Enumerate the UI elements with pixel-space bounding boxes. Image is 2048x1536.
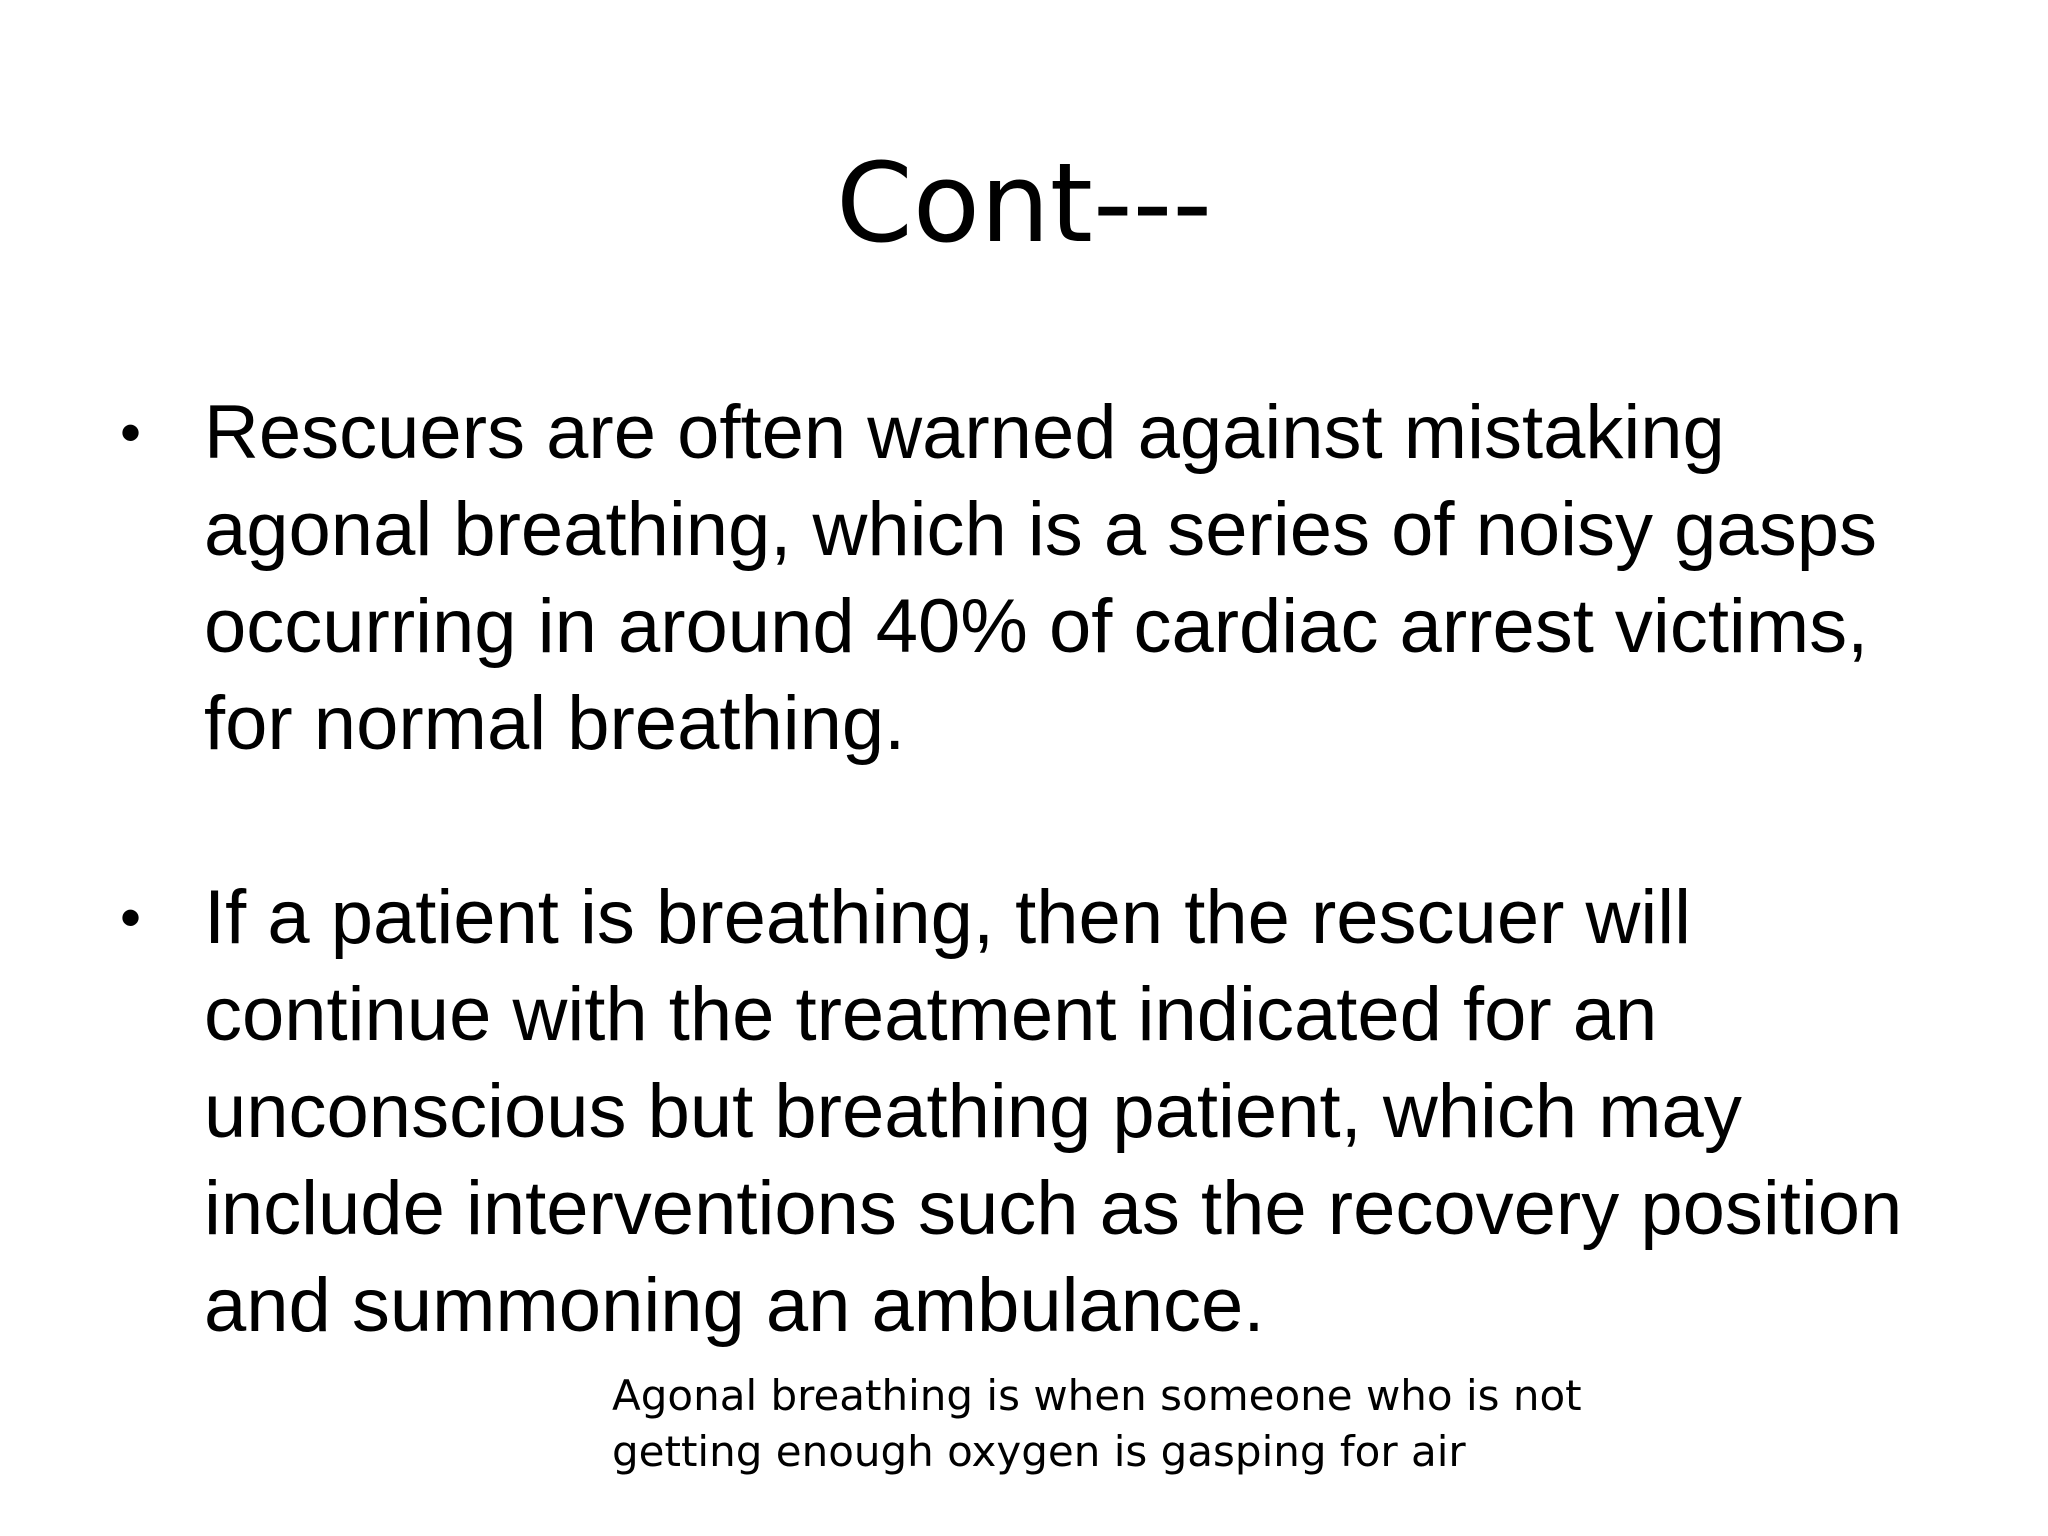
bullet-text: If a patient is breathing, then the rescuer will continue with the treatment indicated for an unconscious but breathing patient, which may include interventions such as the recovery position and summoning an ambulance. xyxy=(204,875,1903,1348)
bullet-item-patient-breathing xyxy=(120,869,1920,1354)
footnote-text: Agonal breathing is when someone who is not getting enough oxygen is gasping for air xyxy=(612,1371,1582,1476)
bullet-marker: • xyxy=(120,884,142,951)
bullet-list xyxy=(120,384,1920,1354)
bullet-text: Rescuers are often warned against mistaking agonal breathing, which is a series of noisy gasps occurring in around 40% of cardiac arrest victims, for normal breathing. xyxy=(204,390,1877,766)
bullet-item-agonal-breathing xyxy=(120,384,1920,772)
slide-title: Cont--- xyxy=(835,139,1213,267)
bullet-marker: • xyxy=(120,399,142,466)
